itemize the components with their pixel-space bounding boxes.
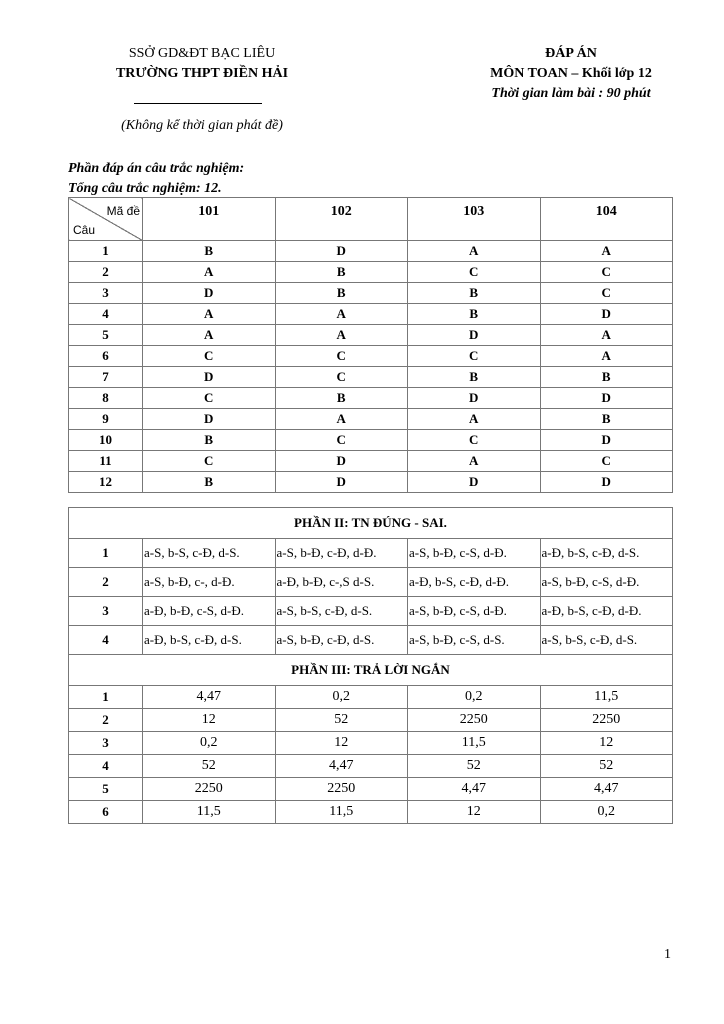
answer-cell: B [408, 367, 541, 388]
answer-cell: 11,5 [143, 801, 276, 824]
exam-code-label: Mã đề [106, 204, 140, 218]
question-number: 8 [69, 388, 143, 409]
answer-cell: C [408, 346, 541, 367]
question-number: 4 [69, 304, 143, 325]
answer-cell: B [408, 304, 541, 325]
intro-line-1: Phần đáp án câu trắc nghiệm: [68, 161, 245, 176]
question-number: 2 [69, 568, 143, 597]
table-row [69, 388, 673, 409]
answer-cell: C [408, 262, 541, 283]
answer-cell: 4,47 [143, 686, 276, 709]
true-false-short-answer-table [68, 507, 673, 824]
question-number: 9 [69, 409, 143, 430]
answer-cell: 11,5 [540, 686, 673, 709]
answer-cell: A [408, 409, 541, 430]
table-row [69, 430, 673, 451]
question-number: 10 [69, 430, 143, 451]
table-row [69, 801, 673, 824]
question-number: 6 [69, 801, 143, 824]
answer-cell: C [275, 430, 408, 451]
table-row [69, 709, 673, 732]
answer-cell: A [540, 325, 673, 346]
question-number: 3 [69, 597, 143, 626]
answer-cell: a-S, b-Đ, c-, d-Đ. [143, 568, 276, 597]
answer-cell: A [275, 409, 408, 430]
part3-title: PHẦN III: TRẢ LỜI NGẮN [69, 655, 673, 686]
answer-cell: 52 [408, 755, 541, 778]
answer-cell: a-Đ, b-S, c-Đ, d-Đ. [408, 568, 541, 597]
answer-cell: A [143, 304, 276, 325]
table-header-row [69, 198, 673, 241]
question-number: 2 [69, 709, 143, 732]
answer-cell: 52 [143, 755, 276, 778]
question-number: 1 [69, 686, 143, 709]
answer-cell: a-Đ, b-S, c-Đ, d-S. [540, 539, 673, 568]
table-row [69, 346, 673, 367]
answer-cell: C [143, 346, 276, 367]
answer-cell: D [540, 388, 673, 409]
answer-cell: D [275, 451, 408, 472]
answer-cell: A [408, 451, 541, 472]
header-divider [134, 103, 262, 104]
question-number: 7 [69, 367, 143, 388]
answer-cell: a-Đ, b-Đ, c-,S d-S. [275, 568, 408, 597]
answer-cell: B [275, 388, 408, 409]
answer-cell: D [143, 409, 276, 430]
table-row [69, 262, 673, 283]
table-row [69, 451, 673, 472]
answer-cell: D [540, 472, 673, 493]
answer-cell: B [143, 430, 276, 451]
answer-cell: A [540, 241, 673, 262]
answer-cell: 2250 [275, 778, 408, 801]
answer-cell: 12 [275, 732, 408, 755]
answer-cell: B [275, 262, 408, 283]
question-number: 5 [69, 778, 143, 801]
answer-cell: 0,2 [143, 732, 276, 755]
answer-cell: B [408, 283, 541, 304]
table-row [69, 626, 673, 655]
answer-cell: a-S, b-Đ, c-S, d-Đ. [540, 568, 673, 597]
answer-cell: C [540, 451, 673, 472]
answer-cell: A [143, 325, 276, 346]
answer-cell: a-S, b-Đ, c-S, d-Đ. [408, 597, 541, 626]
answer-cell: a-S, b-S, c-Đ, d-S. [540, 626, 673, 655]
table-row [69, 732, 673, 755]
corner-cell [69, 198, 143, 241]
answer-cell: D [408, 472, 541, 493]
answer-cell: C [275, 346, 408, 367]
answer-cell: 0,2 [540, 801, 673, 824]
table-row [69, 778, 673, 801]
page-number: 1 [664, 947, 671, 962]
answer-cell: B [540, 409, 673, 430]
question-number: 5 [69, 325, 143, 346]
table-row [69, 686, 673, 709]
exam-code-header: 101 [143, 198, 276, 241]
answer-cell: D [408, 388, 541, 409]
exam-code-header: 103 [408, 198, 541, 241]
answer-cell: 2250 [540, 709, 673, 732]
question-label: Câu [73, 223, 96, 237]
answer-cell: A [143, 262, 276, 283]
answer-cell: C [275, 367, 408, 388]
answer-cell: a-S, b-S, c-Đ, d-S. [275, 597, 408, 626]
table-row [69, 283, 673, 304]
answer-cell: C [540, 283, 673, 304]
table-row [69, 304, 673, 325]
part2-title: PHẦN II: TN ĐÚNG - SAI. [69, 508, 673, 539]
answer-cell: B [275, 283, 408, 304]
intro-line-2: Tổng câu trắc nghiệm: 12. [68, 181, 222, 196]
answer-key-title: ĐÁP ÁN [545, 46, 597, 61]
answer-cell: D [540, 304, 673, 325]
multiple-choice-table [68, 197, 673, 493]
table-row [69, 472, 673, 493]
answer-cell: a-S, b-Đ, c-Đ, d-Đ. [275, 539, 408, 568]
answer-cell: 52 [275, 709, 408, 732]
answer-cell: C [540, 262, 673, 283]
answer-cell: 2250 [143, 778, 276, 801]
answer-cell: A [275, 325, 408, 346]
answer-cell: 2250 [408, 709, 541, 732]
answer-cell: 0,2 [408, 686, 541, 709]
question-number: 11 [69, 451, 143, 472]
question-number: 12 [69, 472, 143, 493]
answer-cell: 4,47 [408, 778, 541, 801]
answer-cell: A [408, 241, 541, 262]
question-number: 1 [69, 539, 143, 568]
answer-cell: B [143, 241, 276, 262]
answer-cell: C [143, 451, 276, 472]
answer-cell: 11,5 [275, 801, 408, 824]
answer-cell: D [275, 472, 408, 493]
answer-cell: D [540, 430, 673, 451]
answer-cell: 4,47 [275, 755, 408, 778]
header-left [68, 44, 336, 84]
answer-cell: A [540, 346, 673, 367]
answer-cell: a-S, b-Đ, c-S, d-S. [408, 626, 541, 655]
answer-cell: D [408, 325, 541, 346]
subject-line: MÔN TOAN – Khối lớp 12 [490, 66, 652, 81]
school-name: TRƯỜNG THPT ĐIỀN HẢI [115, 66, 289, 81]
answer-cell: C [143, 388, 276, 409]
answer-cell: C [408, 430, 541, 451]
question-number: 4 [69, 626, 143, 655]
question-number: 6 [69, 346, 143, 367]
table-row [69, 409, 673, 430]
answer-cell: 12 [143, 709, 276, 732]
time-note: (Không kể thời gian phát đề) [121, 118, 283, 133]
table-row [69, 755, 673, 778]
answer-cell: a-Đ, b-S, c-Đ, d-S. [143, 626, 276, 655]
answer-cell: 4,47 [540, 778, 673, 801]
answer-cell: 12 [540, 732, 673, 755]
answer-cell: a-Đ, b-S, c-Đ, d-Đ. [540, 597, 673, 626]
table-row [69, 568, 673, 597]
answer-cell: a-S, b-S, c-Đ, d-S. [143, 539, 276, 568]
question-number: 1 [69, 241, 143, 262]
answer-cell: B [143, 472, 276, 493]
table-row [69, 241, 673, 262]
header-right [436, 44, 706, 104]
answer-cell: D [143, 283, 276, 304]
answer-cell: a-S, b-Đ, c-S, d-Đ. [408, 539, 541, 568]
exam-code-header: 104 [540, 198, 673, 241]
answer-cell: B [540, 367, 673, 388]
table-row [69, 597, 673, 626]
table-row [69, 325, 673, 346]
exam-duration: Thời gian làm bài : 90 phút [491, 86, 651, 101]
question-number: 3 [69, 732, 143, 755]
table-row [69, 539, 673, 568]
answer-cell: A [275, 304, 408, 325]
answer-cell: 0,2 [275, 686, 408, 709]
question-number: 2 [69, 262, 143, 283]
answer-cell: 12 [408, 801, 541, 824]
answer-cell: a-S, b-Đ, c-Đ, d-S. [275, 626, 408, 655]
table-row [69, 367, 673, 388]
question-number: 4 [69, 755, 143, 778]
exam-code-header: 102 [275, 198, 408, 241]
question-number: 3 [69, 283, 143, 304]
answer-cell: 52 [540, 755, 673, 778]
department-name: SSỞ GD&ĐT BẠC LIÊU [128, 46, 276, 61]
answer-cell: a-Đ, b-Đ, c-S, d-Đ. [143, 597, 276, 626]
answer-cell: D [275, 241, 408, 262]
answer-cell: 11,5 [408, 732, 541, 755]
answer-cell: D [143, 367, 276, 388]
